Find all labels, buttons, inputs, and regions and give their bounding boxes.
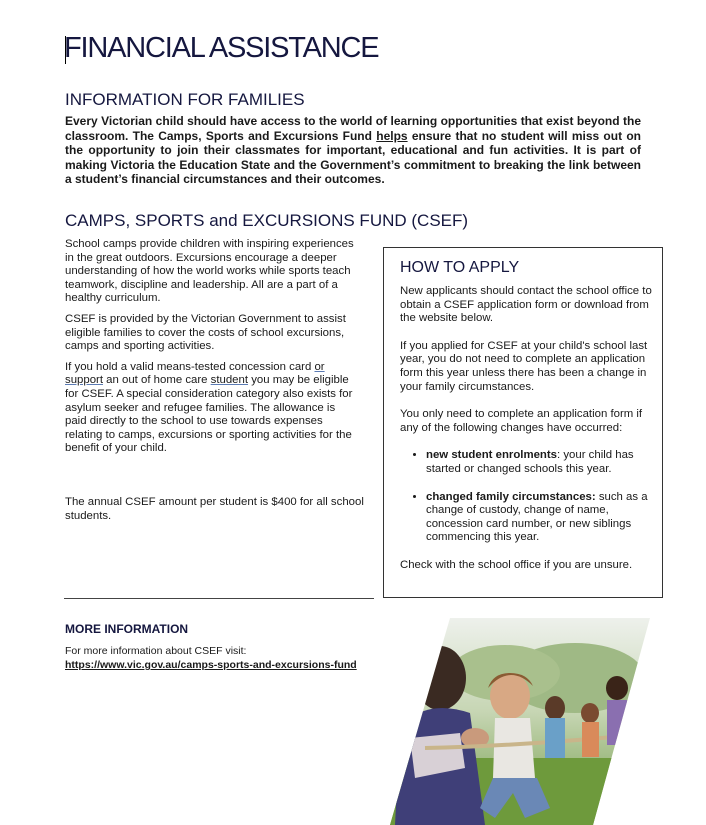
changes-list: [400, 449, 652, 545]
csef-para-3-text-a: If you hold a valid means-tested concession card: [65, 360, 315, 373]
csef-para-3-text-b: an out of home care: [103, 374, 211, 387]
apply-para-3: You only need to complete an application form if any of the following changes have occurred:: [400, 408, 643, 434]
student-underline: student: [210, 374, 249, 387]
apply-para-2: If you applied for CSEF at your child's school last year, you do not need to complete an application form this year unless there has been a change in your family circumstances.: [400, 339, 648, 393]
intro-text-1: Every Victorian child should have access to the world of learning opportunities that exist beyond the classroom. The Camps, Sports and Excursions Fund: [65, 114, 641, 143]
csef-website-link[interactable]: https://www.vic.gov.au/camps-sports-and-excursions-fund: [65, 659, 357, 671]
csef-para-3-text-c: you may be eligible for CSEF. A special consideration category also exists for asylum seeker and refugee families. The allowance is paid directly to the school to use towards expenses relating to camps, excursions or sporting activities for the benefit of your child.: [65, 374, 353, 455]
info-families-heading: INFORMATION FOR FAMILIES: [65, 90, 305, 109]
bullet-2-label: changed family circumstances:: [426, 490, 596, 503]
how-to-apply-heading: HOW TO APPLY: [400, 259, 520, 276]
or-support-underline: or support: [65, 360, 325, 387]
bullet-1-label: new student enrolments: [426, 449, 558, 462]
csef-amount: The annual CSEF amount per student is $400 for all school students.: [65, 496, 364, 522]
intro-paragraph: [65, 114, 641, 187]
csef-heading: CAMPS, SPORTS and EXCURSIONS FUND (CSEF): [65, 211, 469, 230]
intro-helps-underline: helps: [376, 128, 408, 143]
list-item: [426, 491, 652, 545]
csef-description: [65, 238, 355, 463]
page-title: FINANCIAL ASSISTANCE: [64, 32, 379, 64]
more-info-text: For more information about CSEF visit:: [65, 645, 247, 657]
csef-para-2: CSEF is provided by the Victorian Government to assist eligible families to cover the costs of school excursions, camps and sporting activities.: [65, 312, 346, 353]
csef-para-3: [65, 361, 355, 456]
children-tug-of-war-photo: [385, 618, 650, 825]
apply-para-1: New applicants should contact the school office to obtain a CSEF application form or download from the website below.: [400, 285, 652, 325]
bullet-2-text: such as a change of custody, change of name, concession card number, or new siblings commencing this year.: [426, 490, 648, 544]
how-to-apply-body: [400, 285, 652, 587]
csef-para-1: School camps provide children with inspiring experiences in the great outdoors. Excursions encourage a deeper understanding of how the world works while sports teach teamwork, discipline and leadership. All are a part of a healthy curriculum.: [65, 238, 354, 305]
section-divider: [64, 598, 374, 599]
bullet-1-text: : your child has started or changed schools this year.: [426, 449, 634, 475]
apply-para-4: Check with the school office if you are unsure.: [400, 558, 633, 571]
more-info-heading: MORE INFORMATION: [65, 622, 189, 636]
list-item: [426, 449, 652, 476]
intro-text-2: ensure that no student will miss out on the opportunity to join their classmates for important, educational and fun activities. It is part of making Victoria the Education State and the Government’s commitment to breaking the link between a student’s financial circumstances and their outcomes.: [65, 128, 642, 186]
